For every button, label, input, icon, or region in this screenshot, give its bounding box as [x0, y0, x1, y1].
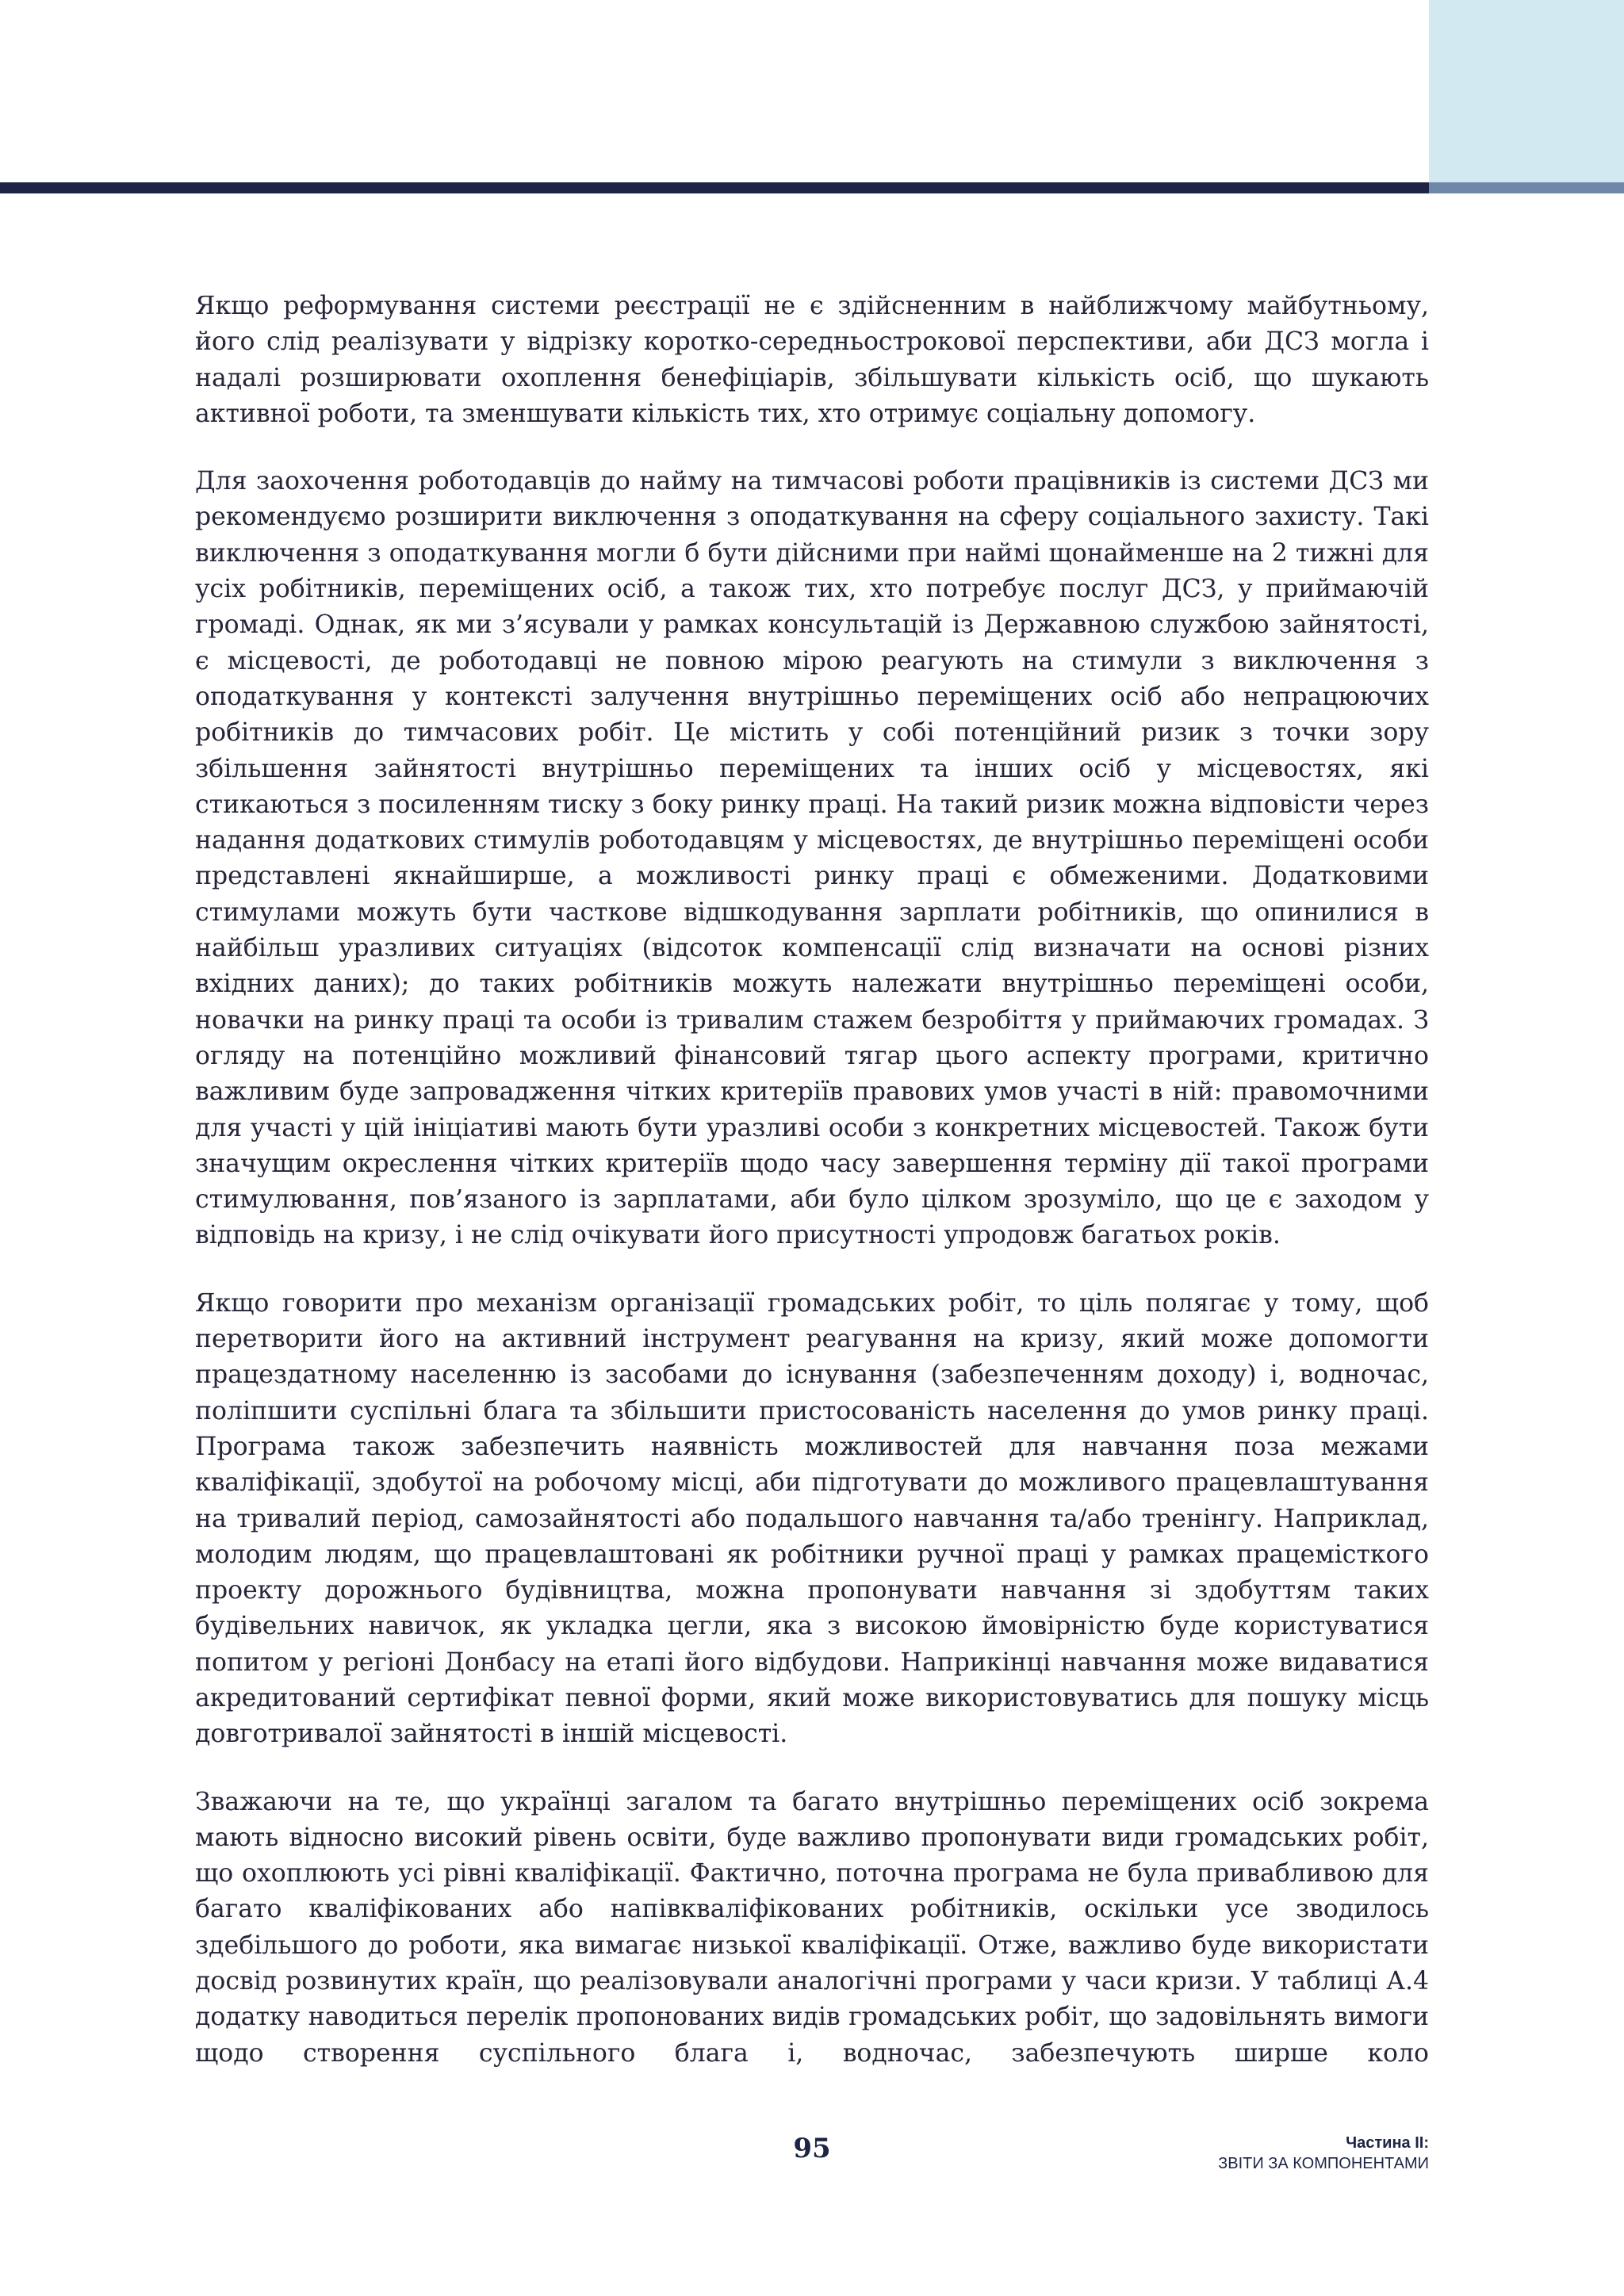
paragraph: Якщо реформування системи реєстрації не є здійсненним в найближчому майбутньому, його слід реалізувати у відрізку коротко-середньострокової перспективи, аби ДСЗ могла і надалі розширювати охоплення бенефіціарів, збільшувати кількість осіб, що шукають активної роботи, та зменшувати кількість тих, хто отримує соціальну допомогу. — [195, 292, 1429, 428]
corner-decoration — [1429, 0, 1624, 182]
header-band-accent — [1429, 182, 1624, 193]
paragraph: Для заохочення роботодавців до найму на тимчасові роботи працівників із системи ДСЗ ми рекомендуємо розширити виключення з оподаткування на сферу соціального захисту. Такі виключення з оподаткування могли б бути дійсними при наймі щонайменше на 2 тижні для усіх робітників, переміщених осіб, а також тих, хто потребує послуг ДСЗ, у приймаючій громаді. Однак, як ми з’ясували у рамках консультацій із Державною службою зайнятості, є місцевості, де роботодавці не повною мірою реагують на стимули з виключення з оподаткування у контексті залучення внутрішньо переміщених осіб або непрацюючих робітників до тимчасових робіт. Це містить у собі потенційний ризик з точки зору збільшення зайнятості внутрішньо переміщених та інших осіб у місцевостях, які стикаються з посиленням тиску з боку ринку праці. На такий ризик можна відповісти через надання додаткових стимулів роботодавцям у місцевостях, де внутрішньо переміщені особи представлені якнайширше, а можливості ринку праці є обмеженими. Додатковими стимулами можуть бути часткове відшкодування зарплати робітників, що опинилися в найбільш уразливих ситуаціях (відсоток компенсації слід визначати на основі різних вхідних даних); до таких робітників можуть належати внутрішньо переміщені особи, новачки на ринку праці та особи із тривалим стажем безробіття у приймаючих громадах. З огляду на потенційно можливий фінансовий тягар цього аспекту програми, критично важливим буде запровадження чітких критеріїв правових умов участі в ній: правомочними для участі у цій ініціативі мають бути уразливі особи з конкретних місцевостей. Також бути значущим окреслення чітких критеріїв щодо часу завершення терміну дії такої програми стимулювання, пов’язаного із зарплатами, аби було цілком зрозуміло, що це є заходом у відповідь на кризу, і не слід очікувати його присутності упродовж багатьох років. — [195, 467, 1429, 1250]
footer-section-label — [1218, 2133, 1429, 2174]
page-number: 95 — [793, 2133, 831, 2164]
paragraph: Зважаючи на те, що українці загалом та багато внутрішньо переміщених осіб зокрема мають відносно високий рівень освіти, буде важливо пропонувати види громадських робіт, що охоплюють усі рівні кваліфікації. Фактично, поточна програма не була привабливою для багато кваліфікованих або напівкваліфікованих робітників, оскільки усе зводилось здебільшого до роботи, яка вимагає низької кваліфікації. Отже, важливо буде використати досвід розвинутих країн, що реалізовували аналогічні програми у часи кризи. У таблиці А.4 додатку наводиться перелік пропонованих видів громадських робіт, що задовільнять вимоги щодо створення суспільного блага і, водночас, забезпечують ширше коло — [195, 1787, 1429, 2068]
footer-section-title: ЗВІТИ ЗА КОМПОНЕНТАМИ — [1218, 2155, 1429, 2172]
paragraph: Якщо говорити про механізм організації громадських робіт, то ціль полягає у тому, щоб перетворити його на активний інструмент реагування на кризу, який може допомогти працездатному населенню із засобами до існування (забезпеченням доходу) і, водночас, поліпшити суспільні блага та збільшити пристосованість населення до умов ринку праці. Програма також забезпечить наявність можливостей для навчання поза межами кваліфікації, здобутої на робочому місці, аби підготувати до можливого працевлаштування на тривалий період, самозайнятості або подальшого навчання та/або тренінгу. Наприклад, молодим людям, що працевлаштовані як робітники ручної праці у рамках працемісткого проекту дорожнього будівництва, можна пропонувати навчання зі здобуттям таких будівельних навичок, як укладка цегли, яка з високою ймовірністю буде користуватися попитом у регіоні Донбасу на етапі його відбудови. Наприкінці навчання може видаватися акредитований сертифікат певної форми, який може використовуватись для пошуку місць довготривалої зайнятості в іншій місцевості. — [195, 1288, 1429, 1749]
header-band — [0, 182, 1429, 193]
footer-part: Частина II: — [1346, 2134, 1429, 2152]
page-body — [195, 289, 1429, 2103]
